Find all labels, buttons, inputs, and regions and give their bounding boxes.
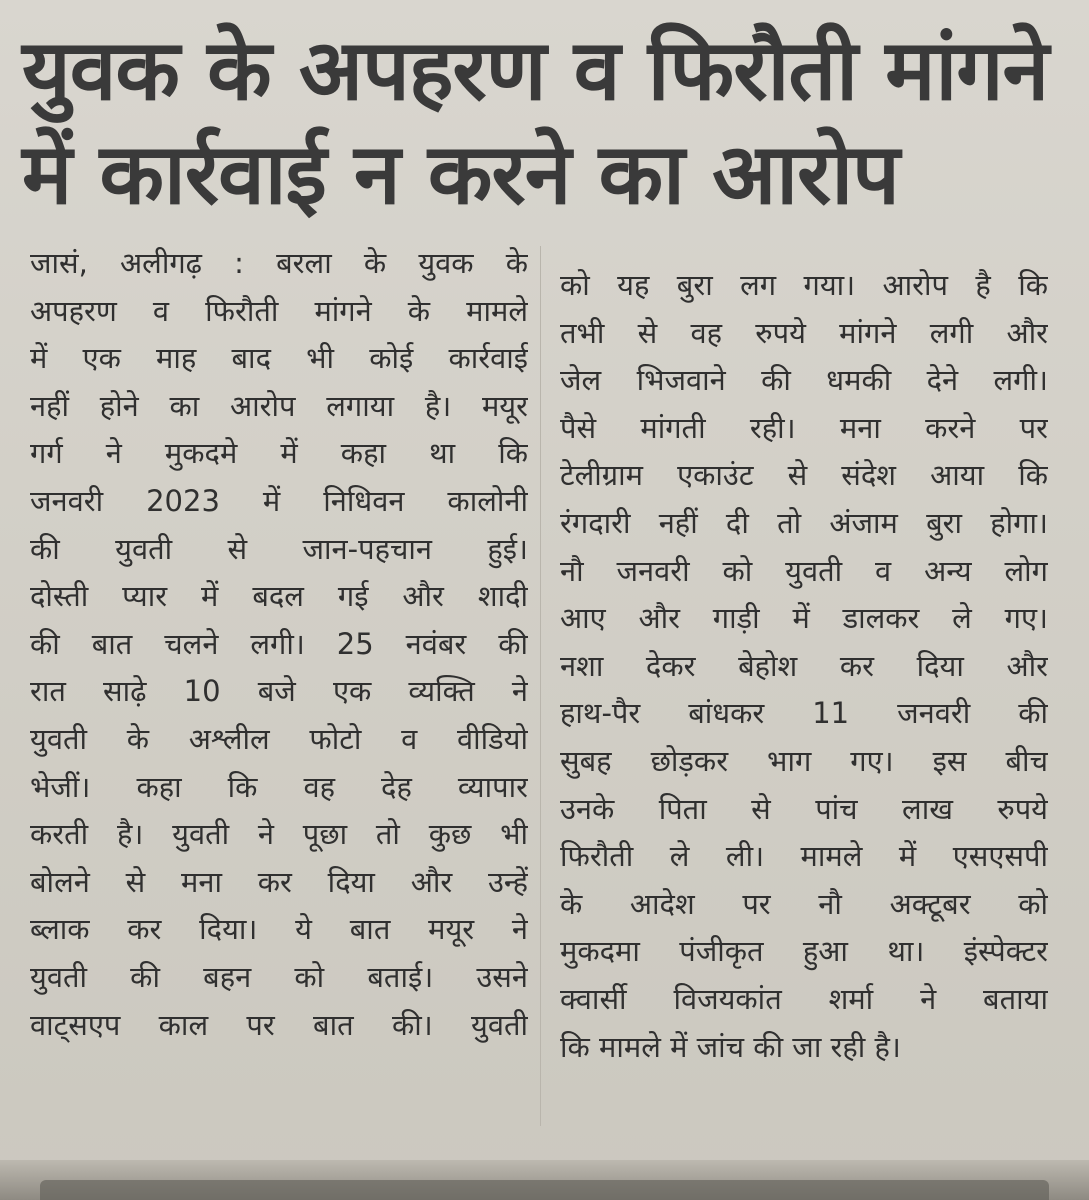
- article-line: रात साढ़े 10 बजे एक व्यक्ति ने: [30, 674, 528, 709]
- article-line: तभी से वह रुपये मांगने लगी और: [560, 315, 1048, 350]
- article-line: करती है। युवती ने पूछा तो कुछ भी: [30, 817, 528, 852]
- article-line: दोस्ती प्यार में बदल गई और शादी: [30, 579, 528, 614]
- article-line: के आदेश पर नौ अक्टूबर को: [560, 886, 1048, 921]
- article-line: उनके पिता से पांच लाख रुपये: [560, 791, 1048, 826]
- article-line: क्वार्सी विजयकांत शर्मा ने बताया: [560, 981, 1048, 1016]
- article-line: पैसे मांगती रही। मना करने पर: [560, 410, 1048, 445]
- article-line: सुबह छोड़कर भाग गए। इस बीच: [560, 743, 1048, 778]
- article-line: नौ जनवरी को युवती व अन्य लोग: [560, 553, 1048, 588]
- article-line: फिरौती ले ली। मामले में एसएसपी: [560, 839, 1048, 874]
- article-line: जनवरी 2023 में निधिवन कालोनी: [30, 483, 528, 518]
- article-line: नशा देकर बेहोश कर दिया और: [560, 648, 1048, 683]
- article-line: बोलने से मना कर दिया और उन्हें: [30, 864, 528, 899]
- article-line: भेजीं। कहा कि वह देह व्यापार: [30, 769, 528, 804]
- article-line: गर्ग ने मुकदमे में कहा था कि: [30, 436, 528, 471]
- article-line: की युवती से जान-पहचान हुई।: [30, 531, 528, 566]
- article-line: की बात चलने लगी। 25 नवंबर की: [30, 626, 528, 661]
- article-line: नहीं होने का आरोप लगाया है। मयूर: [30, 388, 528, 423]
- article-line: मुकदमा पंजीकृत हुआ था। इंस्पेक्टर: [560, 934, 1048, 969]
- column-divider: [540, 246, 541, 1126]
- article-line: हाथ-पैर बांधकर 11 जनवरी की: [560, 696, 1048, 731]
- article-line: में एक माह बाद भी कोई कार्रवाई: [30, 341, 528, 376]
- article-column-right: [560, 262, 1048, 1071]
- article-line: आए और गाड़ी में डालकर ले गए।: [560, 601, 1048, 636]
- article-line: जासं, अलीगढ़ : बरला के युवक के: [30, 246, 528, 280]
- article-line: जेल भिजवाने की धमकी देने लगी।: [560, 363, 1048, 398]
- article-line: टेलीग्राम एकाउंट से संदेश आया कि: [560, 458, 1048, 493]
- article-line: अपहरण व फिरौती मांगने के मामले: [30, 293, 528, 328]
- headline: [22, 18, 1072, 226]
- article-line: ब्लाक कर दिया। ये बात मयूर ने: [30, 912, 528, 947]
- article-column-left: [30, 240, 528, 1049]
- next-article-strip: [0, 1160, 1089, 1200]
- headline-line-2: में कार्रवाई न करने का आरोप: [22, 125, 899, 223]
- article-line: वाट्सएप काल पर बात की। युवती: [30, 1007, 528, 1042]
- article-line: युवती की बहन को बताई। उसने: [30, 959, 528, 994]
- cropped-headline-band: [40, 1180, 1049, 1200]
- headline-line-1: युवक के अपहरण व फिरौती मांगने: [22, 21, 1049, 119]
- article-line: को यह बुरा लग गया। आरोप है कि: [560, 268, 1048, 302]
- article-line: रंगदारी नहीं दी तो अंजाम बुरा होगा।: [560, 505, 1048, 540]
- article-line: युवती के अश्लील फोटो व वीडियो: [30, 721, 528, 756]
- article-line: कि मामले में जांच की जा रही है।: [560, 1029, 901, 1064]
